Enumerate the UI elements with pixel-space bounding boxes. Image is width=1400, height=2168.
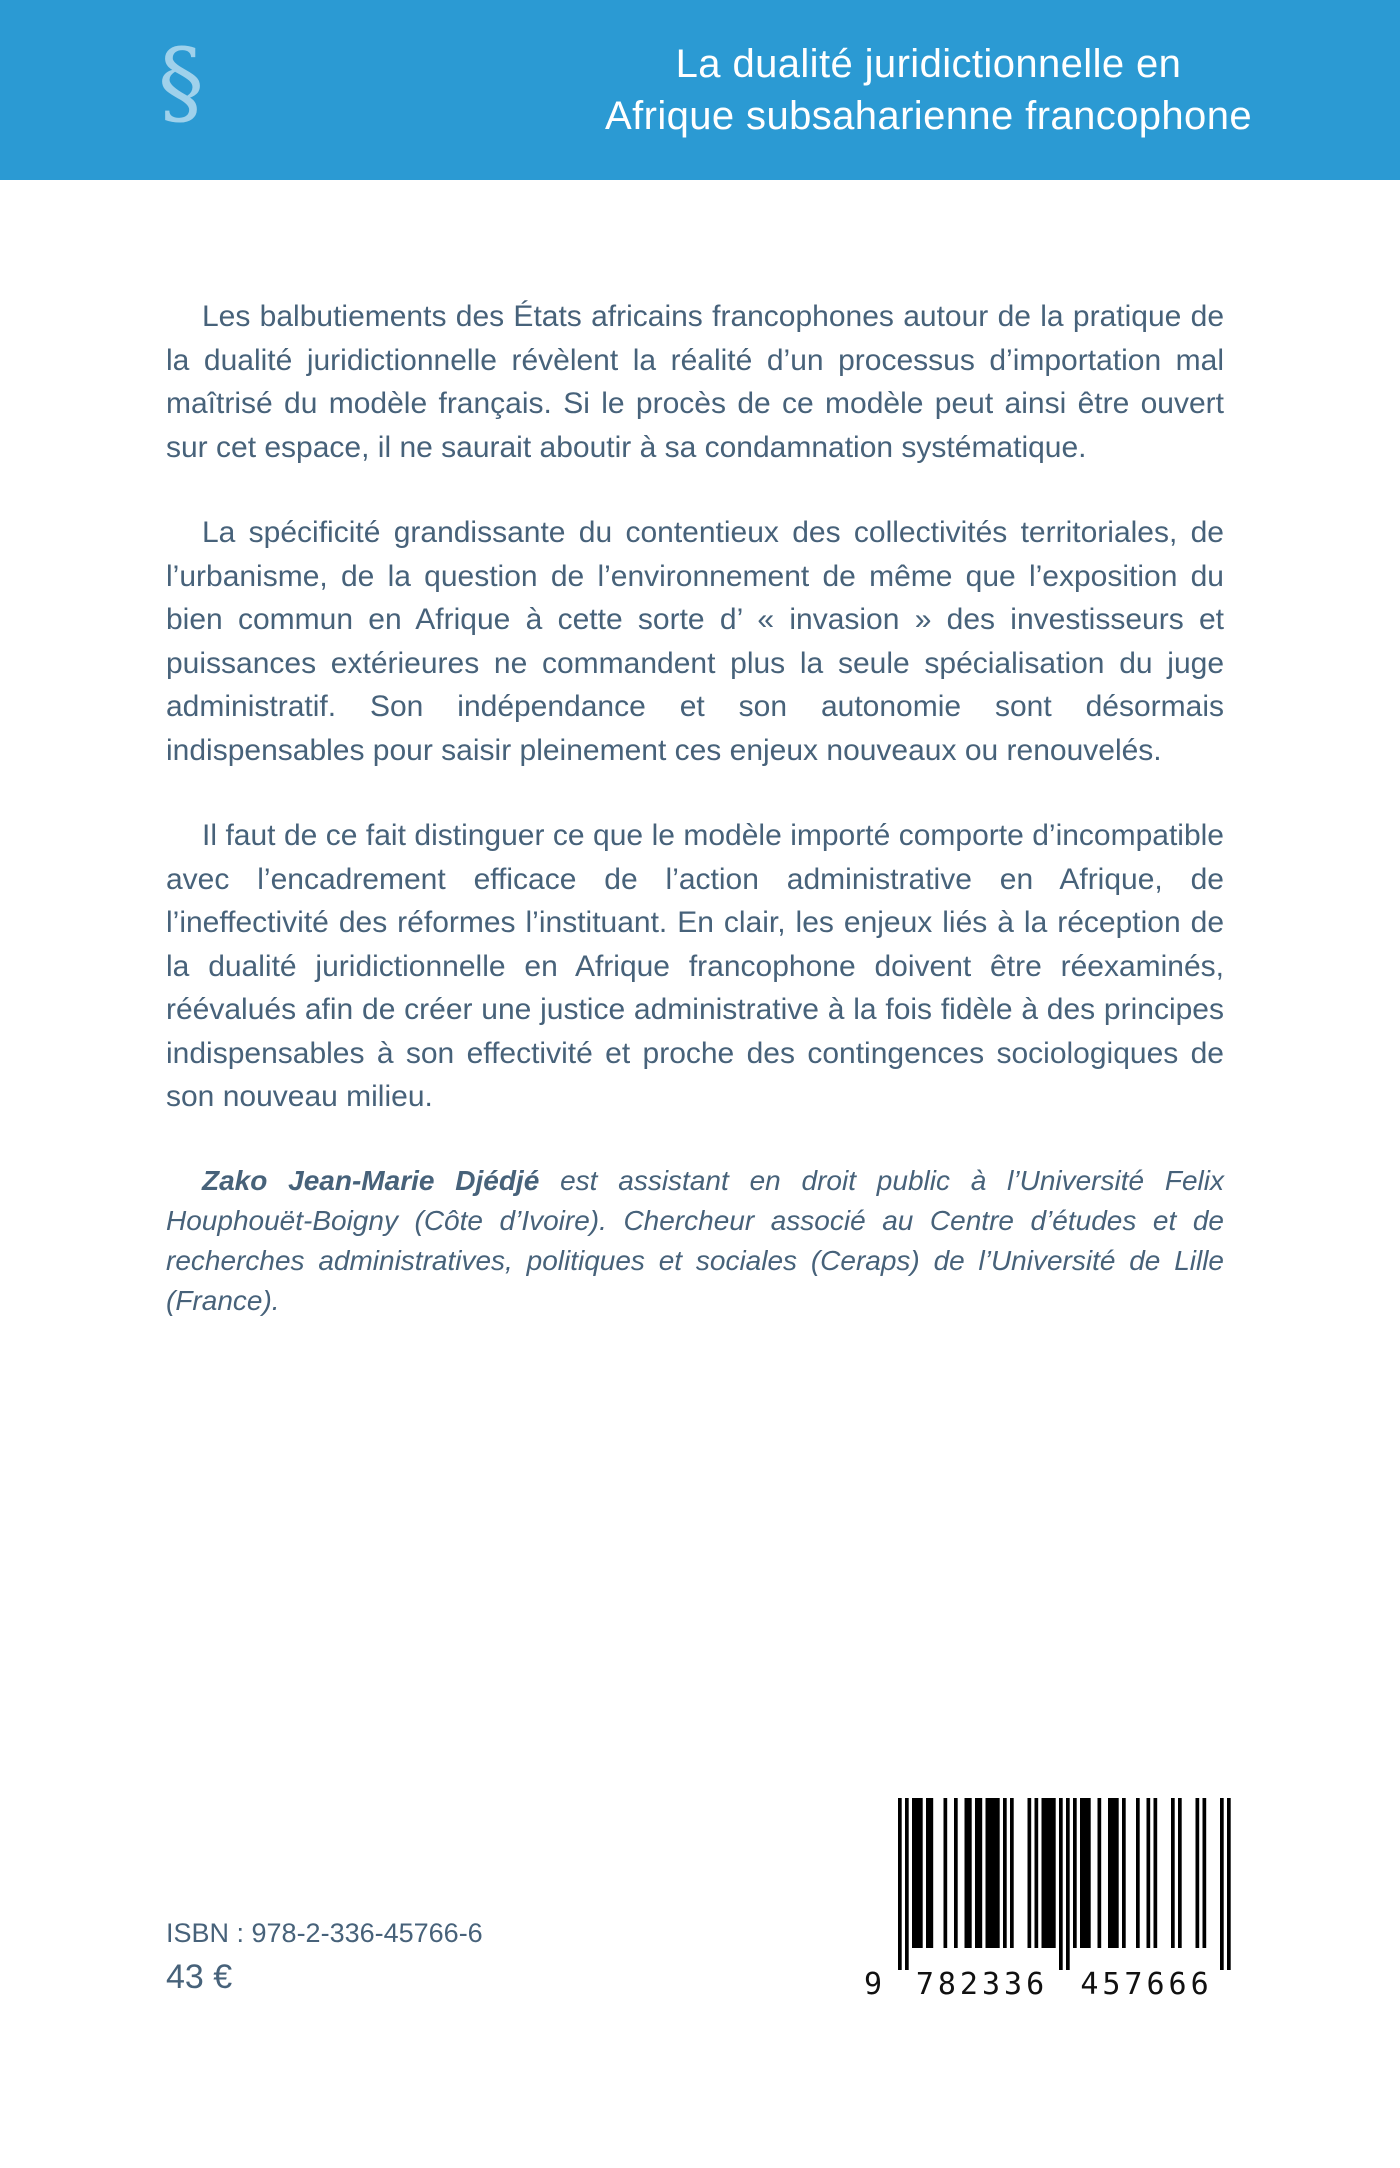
barcode-digits: 782336 <box>915 1967 1049 2000</box>
author-name: Zako Jean-Marie Djédjé <box>202 1164 540 1196</box>
collection-title <box>605 38 1252 142</box>
barcode-bars <box>862 1798 1243 2000</box>
barcode-digits: 457666 <box>1080 1967 1213 2000</box>
isbn-text: ISBN : 978-2-336-45766-6 <box>166 1918 483 1948</box>
header-band <box>0 0 1400 180</box>
summary-paragraph: Les balbutiements des États africains francophones autour de la pratique de la dualité juridictionnelle révèlent la réalité d’un processus d’importation mal maîtrisé du modèle français. Si le procès de ce modèle peut ainsi être ouvert sur cet espace, il ne saurait aboutir à sa condamnation systématique. <box>166 300 1224 464</box>
author-bio <box>166 1161 1224 1321</box>
price-text: 43 € <box>166 1958 233 1996</box>
summary-paragraph: La spécificité grandissante du contentieux des collectivités territoriales, de l’urbanisme, de la question de l’environnement de même que l’exposition du bien commun en Afrique à cette sorte d’ « invasion » des investisseurs et puissances extérieures ne commandent plus la seule spécialisation du juge administratif. Son indépendance et son autonomie sont désormais indispensables pour saisir pleinement ces enjeux nouveaux ou renouvelés. <box>166 516 1224 767</box>
author-bio-text: est assistant en droit public à l’Université Felix Houphouët-Boigny (Côte d’Ivoire). Chercheur associé au Centre d’études et de recherches administratives, politiques et sociales (Ceraps) de l’Université de Lille (France). <box>166 1164 1225 1316</box>
back-cover-text <box>166 295 1224 1363</box>
collection-title-line2: Afrique subsaharienne francophone <box>605 94 1252 138</box>
section-mark-icon: § <box>158 28 204 136</box>
barcode-digits: 9 <box>864 1967 887 2000</box>
ean13-barcode <box>862 1798 1243 2005</box>
summary-paragraph: Il faut de ce fait distinguer ce que le modèle importé comporte d’incompatible avec l’encadrement efficace de l’action administrative en Afrique, de l’ineffectivité des réformes l’instituant. En clair, les enjeux liés à la réception de la dualité juridictionnelle en Afrique francophone doivent être réexaminés, réévalués afin de créer une justice administrative à la fois fidèle à des principes indispensables à son effectivité et proche des contingences sociologiques de son nouveau milieu. <box>166 819 1224 1113</box>
collection-title-line1: La dualité juridictionnelle en <box>675 42 1182 86</box>
